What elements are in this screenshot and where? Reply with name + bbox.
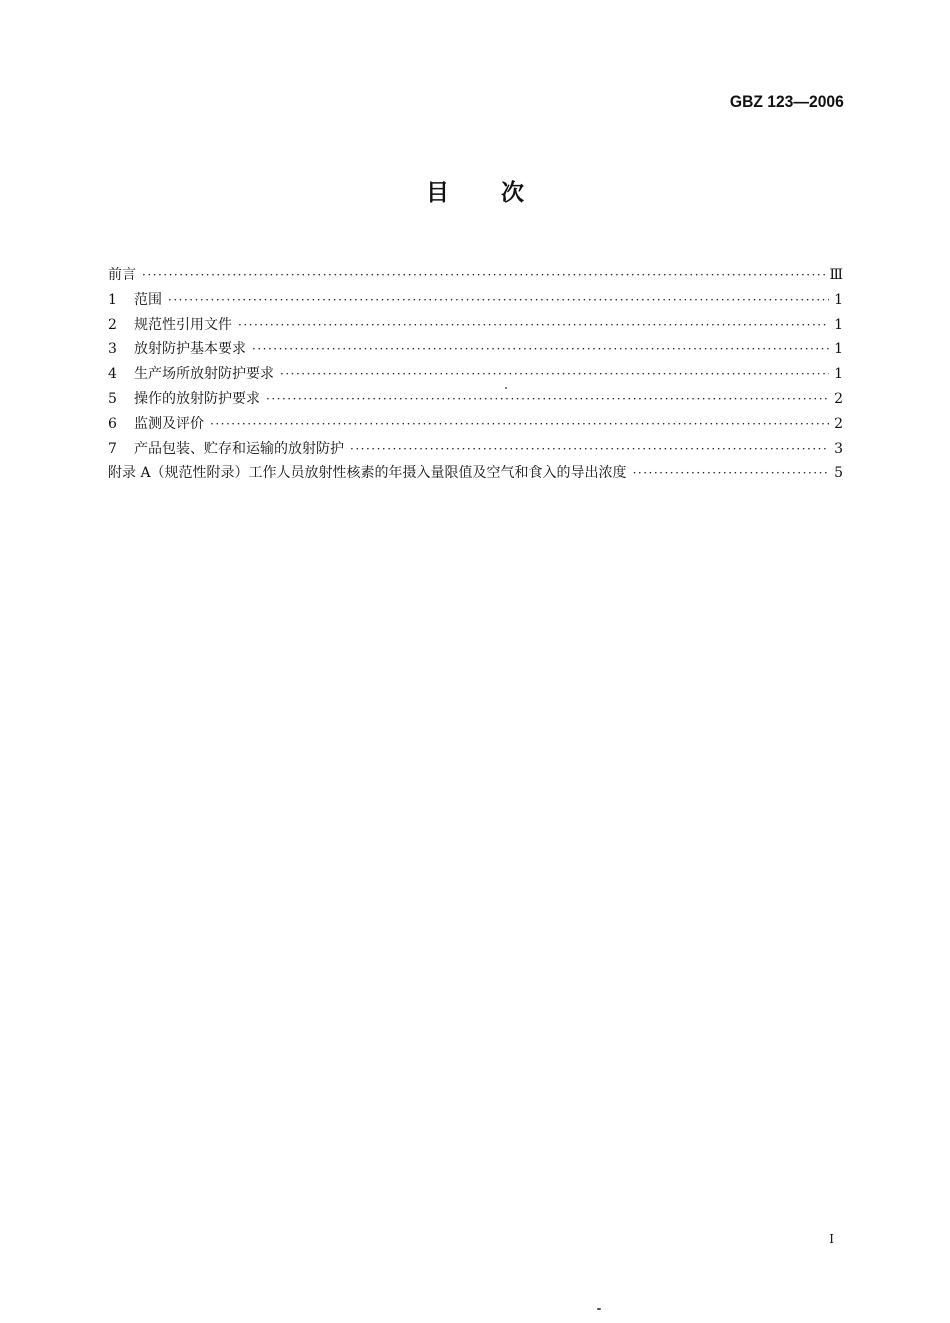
toc-entry-number: 2 (108, 316, 117, 333)
toc-entry-page: 3 (834, 440, 843, 457)
table-of-contents (108, 263, 843, 486)
toc-entry-text: 产品包装、贮存和运输的放射防护 (134, 440, 344, 457)
leader-dots (350, 437, 829, 462)
toc-entry-number: 3 (108, 341, 117, 358)
toc-entry-page: Ⅲ (829, 267, 843, 283)
leader-dots (238, 313, 829, 338)
toc-entry-text: 范围 (134, 291, 162, 308)
toc-entry-5[interactable] (108, 387, 843, 412)
toc-entry-page: 2 (834, 390, 843, 407)
toc-entry-page: 5 (834, 465, 843, 482)
toc-entry-text: 附录 A（规范性附录）工作人员放射性核素的年摄入量限值及空气和食入的导出浓度 (108, 465, 627, 482)
toc-entry-text: 监测及评价 (134, 415, 204, 432)
toc-entry-2[interactable] (108, 313, 843, 338)
toc-entry-3[interactable] (108, 337, 843, 362)
toc-entry-page: 2 (834, 415, 843, 432)
leader-dots (142, 263, 825, 288)
toc-entry-number: 7 (108, 440, 117, 457)
toc-entry-text: 操作的放射防护要求 (134, 390, 260, 407)
leader-dots (280, 362, 829, 387)
toc-entry-6[interactable] (108, 412, 843, 437)
toc-entry-number: 5 (108, 390, 117, 407)
toc-entry-text: 放射防护基本要求 (134, 341, 246, 358)
toc-entry-page: 1 (834, 341, 843, 358)
toc-entry-7[interactable] (108, 437, 843, 462)
standard-code: GBZ 123—2006 (730, 92, 844, 111)
leader-dots (266, 387, 829, 412)
toc-entry-number: 6 (108, 415, 117, 432)
leader-dots (168, 288, 829, 313)
toc-entry-number: 1 (108, 291, 117, 308)
toc-entry-1[interactable] (108, 288, 843, 313)
toc-entry-appendix-a[interactable] (108, 461, 843, 486)
toc-entry-page: 1 (834, 291, 843, 308)
leader-dots (252, 337, 829, 362)
toc-entry-page: 1 (834, 316, 843, 333)
leader-dots (633, 461, 829, 486)
toc-entry-4[interactable] (108, 362, 843, 387)
scan-speck (597, 1308, 601, 1310)
toc-title-char: 目 (426, 180, 449, 206)
page-number: I (829, 1232, 834, 1246)
scan-speck (505, 387, 507, 389)
toc-entry-text: 规范性引用文件 (134, 316, 232, 333)
leader-dots (210, 412, 829, 437)
toc-entry-preface[interactable] (108, 263, 843, 288)
toc-entry-number: 4 (108, 366, 117, 383)
toc-entry-text: 前言 (108, 267, 136, 283)
toc-title-char: 次 (501, 180, 524, 206)
toc-entry-page: 1 (834, 366, 843, 383)
toc-title (0, 174, 950, 207)
toc-entry-text: 生产场所放射防护要求 (134, 366, 274, 383)
